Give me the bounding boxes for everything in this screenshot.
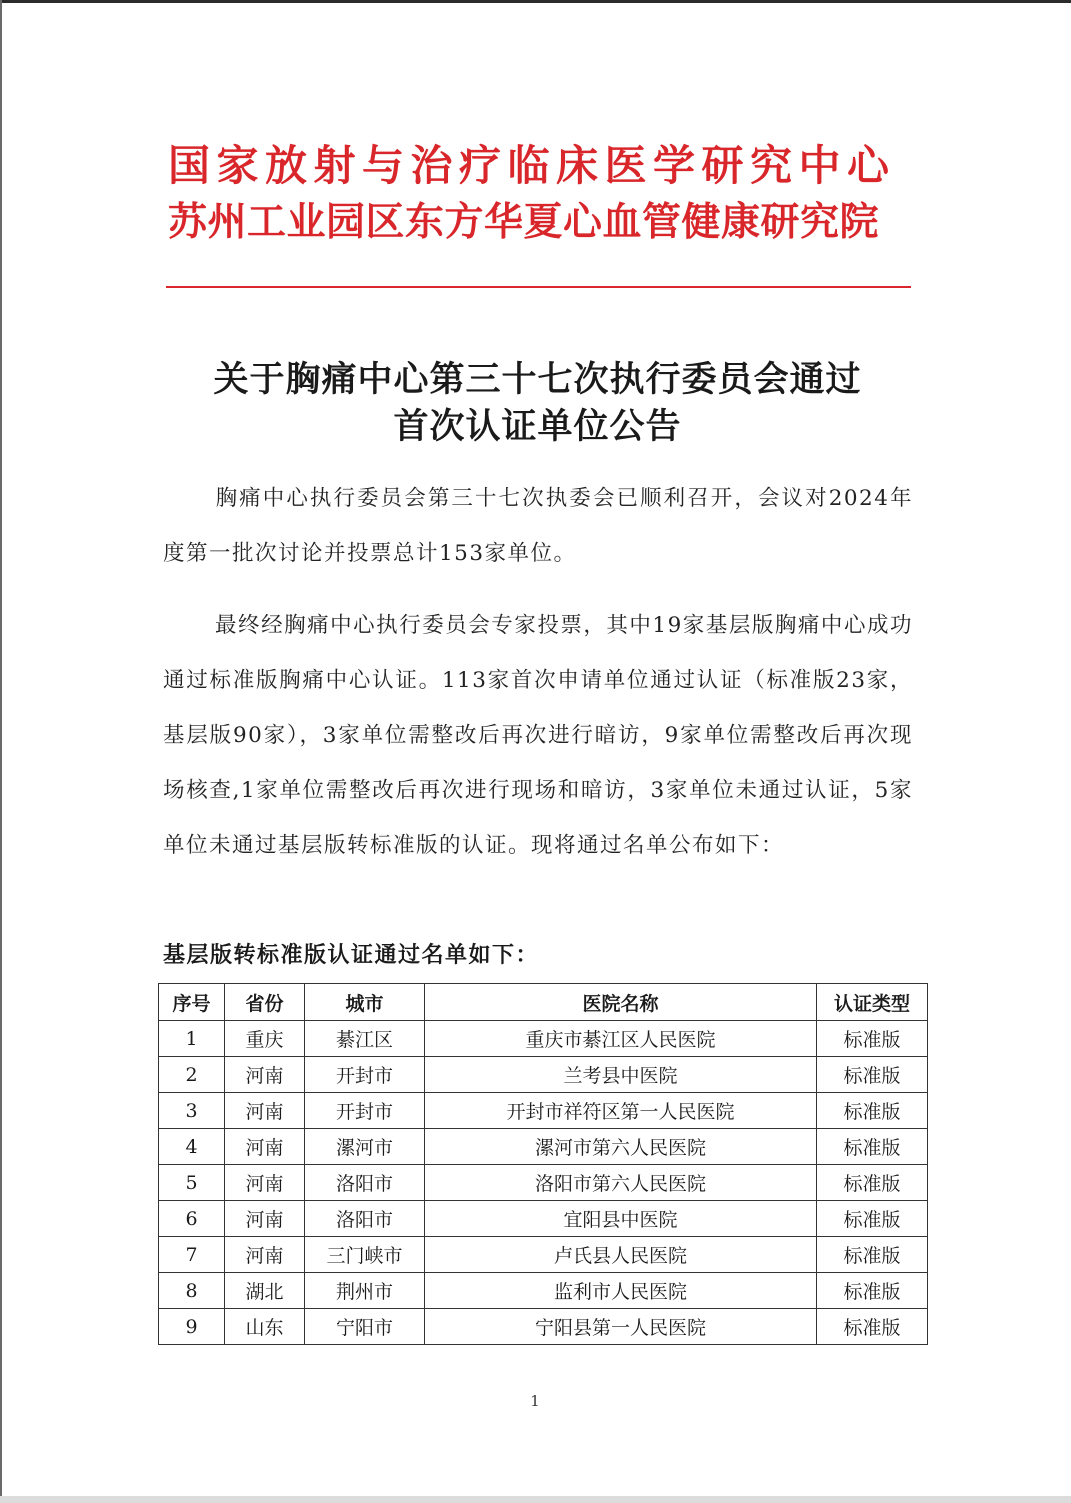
- table-row: [159, 1093, 928, 1129]
- cell-cert-type: 标准版: [817, 1021, 928, 1057]
- letterhead: [168, 138, 913, 250]
- cell-province: 重庆: [225, 1021, 305, 1057]
- header-province: 省份: [225, 984, 305, 1021]
- table-row: [159, 1021, 928, 1057]
- cell-cert-type: 标准版: [817, 1201, 928, 1237]
- cell-hospital: 卢氏县人民医院: [425, 1237, 817, 1273]
- cell-hospital: 漯河市第六人民医院: [425, 1129, 817, 1165]
- section-heading: 基层版转标准版认证通过名单如下：: [163, 942, 540, 968]
- table-row: [159, 1237, 928, 1273]
- paragraph-1: [163, 471, 913, 581]
- cell-cert-type: 标准版: [817, 1057, 928, 1093]
- header-cert-type: 认证类型: [817, 984, 928, 1021]
- cell-index: 9: [159, 1309, 225, 1345]
- header-city: 城市: [305, 984, 425, 1021]
- table-row: [159, 1273, 928, 1309]
- cell-cert-type: 标准版: [817, 1309, 928, 1345]
- cell-index: 7: [159, 1237, 225, 1273]
- letterhead-divider: [166, 286, 911, 288]
- cell-hospital: 宜阳县中医院: [425, 1201, 817, 1237]
- cell-cert-type: 标准版: [817, 1129, 928, 1165]
- cell-province: 河南: [225, 1129, 305, 1165]
- table-row: [159, 1309, 928, 1345]
- header-index: 序号: [159, 984, 225, 1021]
- cell-index: 8: [159, 1273, 225, 1309]
- cell-index: 5: [159, 1165, 225, 1201]
- page-number: 1: [530, 1392, 540, 1410]
- cell-index: 2: [159, 1057, 225, 1093]
- document-title: [150, 356, 925, 450]
- table-row: [159, 1057, 928, 1093]
- cell-cert-type: 标准版: [817, 1237, 928, 1273]
- cell-city: 洛阳市: [305, 1165, 425, 1201]
- cell-province: 河南: [225, 1165, 305, 1201]
- cell-province: 山东: [225, 1309, 305, 1345]
- letterhead-line-2: 苏州工业园区东方华夏心血管健康研究院: [168, 199, 880, 245]
- cell-city: 宁阳市: [305, 1309, 425, 1345]
- cell-index: 3: [159, 1093, 225, 1129]
- cell-hospital: 宁阳县第一人民医院: [425, 1309, 817, 1345]
- cell-index: 4: [159, 1129, 225, 1165]
- cell-city: 三门峡市: [305, 1237, 425, 1273]
- cell-city: 开封市: [305, 1093, 425, 1129]
- page-edge-top: [0, 0, 1071, 3]
- table-header-row: [159, 984, 928, 1021]
- certification-table: [158, 983, 928, 1345]
- paragraph-2-text: 最终经胸痛中心执行委员会专家投票，其中19家基层版胸痛中心成功通过标准版胸痛中心认证。113家首次申请单位通过认证（标准版23家，基层版90家），3家单位需整改后再次进行暗访，9家单位需整改后再次现场核查,1家单位需整改后再次进行现场和暗访，3家单位未通过认证，5家单位未通过基层版转标准版的认证。现将通过名单公布如下：: [163, 613, 913, 858]
- cell-index: 6: [159, 1201, 225, 1237]
- cell-city: 洛阳市: [305, 1201, 425, 1237]
- cell-index: 1: [159, 1021, 225, 1057]
- cell-cert-type: 标准版: [817, 1273, 928, 1309]
- cell-hospital: 监利市人民医院: [425, 1273, 817, 1309]
- cell-province: 湖北: [225, 1273, 305, 1309]
- cell-hospital: 洛阳市第六人民医院: [425, 1165, 817, 1201]
- cell-province: 河南: [225, 1237, 305, 1273]
- table-row: [159, 1129, 928, 1165]
- cell-city: 开封市: [305, 1057, 425, 1093]
- header-hospital: 医院名称: [425, 984, 817, 1021]
- cell-cert-type: 标准版: [817, 1093, 928, 1129]
- cell-province: 河南: [225, 1093, 305, 1129]
- document-title-line-2: 首次认证单位公告: [393, 406, 682, 447]
- cell-city: 綦江区: [305, 1021, 425, 1057]
- cell-cert-type: 标准版: [817, 1165, 928, 1201]
- table-row: [159, 1201, 928, 1237]
- cell-hospital: 重庆市綦江区人民医院: [425, 1021, 817, 1057]
- cell-province: 河南: [225, 1057, 305, 1093]
- cell-city: 漯河市: [305, 1129, 425, 1165]
- cell-province: 河南: [225, 1201, 305, 1237]
- paragraph-1-text: 胸痛中心执行委员会第三十七次执委会已顺利召开，会议对2024年度第一批次讨论并投票总计153家单位。: [163, 486, 913, 566]
- page-edge-left: [0, 0, 2, 1503]
- cell-city: 荆州市: [305, 1273, 425, 1309]
- document-title-line-1: 关于胸痛中心第三十七次执行委员会通过: [213, 359, 862, 400]
- cell-hospital: 兰考县中医院: [425, 1057, 817, 1093]
- letterhead-line-1: 国家放射与治疗临床医学研究中心: [168, 141, 896, 190]
- table-row: [159, 1165, 928, 1201]
- page-edge-bottom: [0, 1496, 1071, 1503]
- paragraph-2: [163, 598, 913, 873]
- cell-hospital: 开封市祥符区第一人民医院: [425, 1093, 817, 1129]
